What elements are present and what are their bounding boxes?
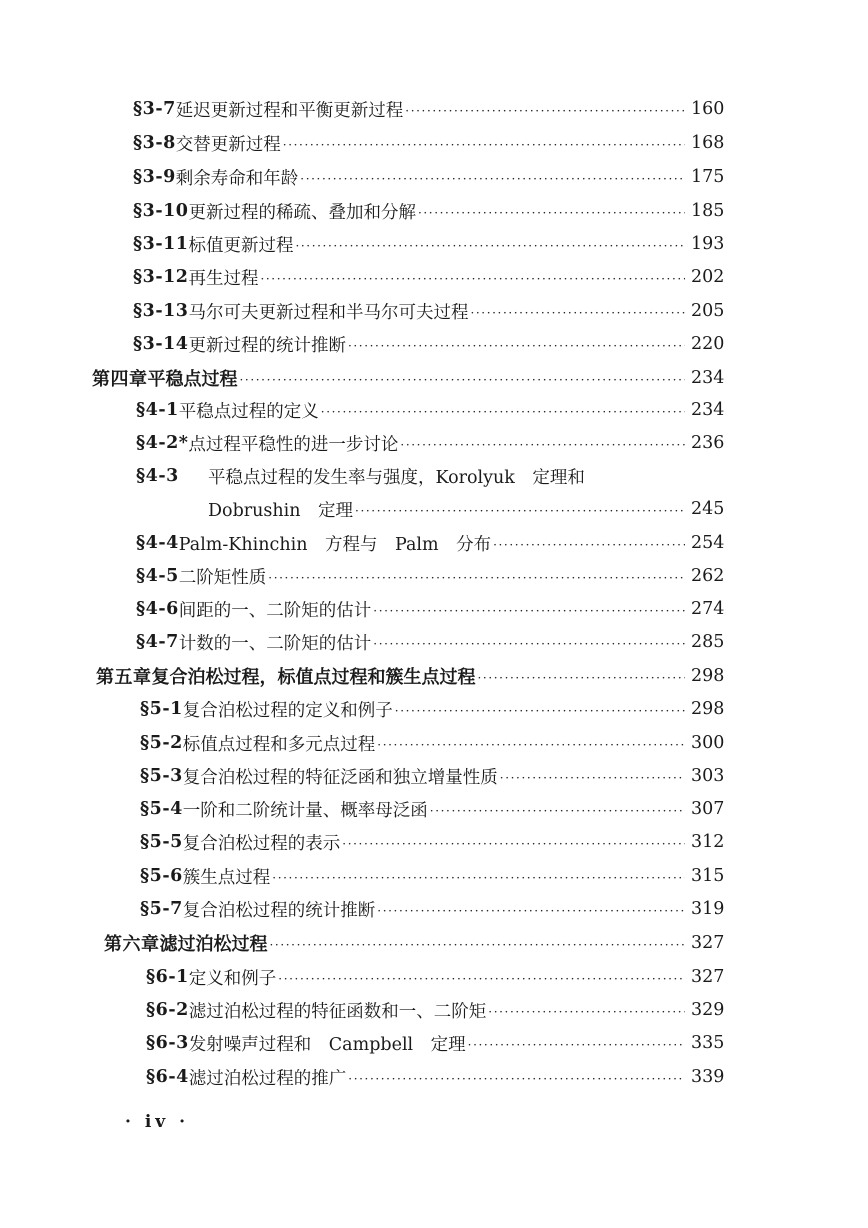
chapter-title: 复合泊松过程，标值点过程和簇生点过程 — [151, 667, 476, 688]
page-number: 193 — [691, 234, 725, 254]
leader-dots — [270, 938, 686, 952]
toc-entry — [146, 995, 733, 1025]
entry-title: 平稳点过程的定义 — [178, 401, 319, 422]
leader-dots — [470, 306, 685, 320]
leader-dots — [395, 704, 685, 718]
page-number: 160 — [691, 99, 725, 119]
section-number: §3-10 — [133, 201, 189, 221]
toc-entry — [133, 94, 733, 124]
section-number: §3-7 — [133, 99, 176, 119]
leader-dots — [283, 138, 685, 152]
toc-entry — [140, 761, 733, 791]
toc-entry — [140, 861, 733, 891]
section-number: §4-2* — [136, 433, 189, 453]
toc-entry — [133, 162, 733, 192]
entry-title: 滤过泊松过程的特征函数和一、二阶矩 — [188, 1001, 487, 1022]
entry-title: 复合泊松过程的表示 — [182, 833, 341, 854]
page-number: 220 — [691, 334, 725, 354]
toc-chapter — [104, 928, 733, 958]
entry-title: 簇生点过程 — [182, 867, 271, 888]
page-number: 327 — [691, 967, 725, 987]
entry-title: 滤过泊松过程的推广 — [188, 1068, 347, 1089]
toc-entry — [136, 561, 733, 591]
page-number: 274 — [691, 599, 725, 619]
toc-entry — [133, 329, 733, 359]
section-number: §4-3 — [136, 466, 179, 486]
entry-title: 一阶和二阶统计量、概率母泛函 — [182, 800, 428, 821]
page-number: 202 — [691, 267, 725, 287]
toc-entry — [136, 627, 733, 657]
page-number: 300 — [691, 733, 725, 753]
leader-dots — [405, 104, 685, 118]
page-number: 205 — [691, 301, 725, 321]
toc-entry — [146, 1028, 733, 1058]
chapter-number: 第四章 — [92, 369, 148, 390]
page-number: 262 — [691, 566, 725, 586]
section-number: §5-6 — [140, 866, 183, 886]
toc-entry — [136, 428, 733, 458]
toc-entry — [133, 196, 733, 226]
page-number: 303 — [691, 766, 725, 786]
section-number: §5-5 — [140, 832, 183, 852]
leader-dots — [355, 504, 685, 518]
leader-dots — [268, 571, 685, 585]
toc-chapter — [96, 661, 733, 691]
leader-dots — [373, 604, 685, 618]
leader-dots — [400, 438, 685, 452]
section-number: §3-14 — [133, 334, 189, 354]
leader-dots — [373, 637, 685, 651]
page-number: 315 — [691, 866, 725, 886]
leader-dots — [478, 671, 686, 685]
section-number: §3-8 — [133, 133, 176, 153]
toc-entry — [140, 827, 733, 857]
section-number: §5-1 — [140, 699, 183, 719]
entry-title: 复合泊松过程的统计推断 — [182, 900, 376, 921]
section-number: §6-1 — [146, 967, 189, 987]
leader-dots — [488, 1005, 685, 1019]
leader-dots — [418, 206, 685, 220]
toc-entry-continuation — [208, 494, 733, 524]
entry-title: 点过程平稳性的进一步讨论 — [188, 434, 399, 455]
toc-chapter — [92, 363, 733, 393]
section-number: §4-1 — [136, 400, 179, 420]
leader-dots — [260, 272, 685, 286]
page-number: 312 — [691, 832, 725, 852]
chapter-title: 平稳点过程 — [147, 369, 238, 390]
page-number: 245 — [691, 499, 725, 519]
page-number: 254 — [691, 533, 725, 553]
leader-dots — [272, 871, 685, 885]
toc-entry — [146, 1062, 733, 1092]
entry-title: Palm-Khinchin 方程与 Palm 分布 — [178, 534, 492, 555]
toc-entry — [133, 229, 733, 259]
page-number: 298 — [691, 666, 725, 686]
leader-dots — [295, 239, 685, 253]
section-number: §4-6 — [136, 599, 179, 619]
entry-title: 马尔可夫更新过程和半马尔可夫过程 — [188, 302, 469, 323]
entry-title: 二阶矩性质 — [178, 567, 267, 588]
section-number: §4-5 — [136, 566, 179, 586]
chapter-number: 第六章 — [104, 934, 160, 955]
page-number: 175 — [691, 167, 725, 187]
entry-title: 发射噪声过程和 Campbell 定理 — [188, 1034, 466, 1055]
toc-entry — [146, 962, 733, 992]
leader-dots — [377, 904, 685, 918]
page-number: 168 — [691, 133, 725, 153]
leader-dots — [493, 538, 685, 552]
section-number: §4-7 — [136, 632, 179, 652]
page-number: 236 — [691, 433, 725, 453]
leader-dots — [342, 837, 685, 851]
entry-title: 交替更新过程 — [175, 134, 281, 155]
entry-title: 间距的一、二阶矩的估计 — [178, 600, 372, 621]
page-number: 327 — [691, 933, 725, 953]
toc-entry — [140, 694, 733, 724]
toc-entry — [136, 594, 733, 624]
leader-dots — [377, 738, 685, 752]
leader-dots — [321, 405, 685, 419]
page-number: 307 — [691, 799, 725, 819]
entry-title: 延迟更新过程和平衡更新过程 — [175, 100, 404, 121]
entry-title: 复合泊松过程的定义和例子 — [182, 700, 393, 721]
section-number: §6-3 — [146, 1033, 189, 1053]
entry-title: 再生过程 — [188, 268, 259, 289]
section-number: §3-13 — [133, 301, 189, 321]
section-number: §5-2 — [140, 733, 183, 753]
entry-title: 计数的一、二阶矩的估计 — [178, 633, 372, 654]
chapter-number: 第五章 — [96, 667, 152, 688]
section-number: §4-4 — [136, 533, 179, 553]
chapter-title: 滤过泊松过程 — [159, 934, 268, 955]
section-number: §6-2 — [146, 1000, 189, 1020]
entry-title: 更新过程的稀疏、叠加和分解 — [188, 202, 416, 223]
toc-entry — [136, 395, 733, 425]
leader-dots — [348, 1072, 685, 1086]
leader-dots — [300, 172, 685, 186]
section-number: §6-4 — [146, 1067, 189, 1087]
section-number: §5-3 — [140, 766, 183, 786]
leader-dots — [348, 339, 685, 353]
leader-dots — [278, 972, 685, 986]
page-number: 185 — [691, 201, 725, 221]
page-number: 335 — [691, 1033, 725, 1053]
section-number: §5-7 — [140, 899, 183, 919]
entry-title: 更新过程的统计推断 — [188, 335, 346, 356]
page-number: 319 — [691, 899, 725, 919]
toc-entry — [136, 461, 733, 491]
page-footer-number: · iv · — [125, 1112, 190, 1132]
page-number: 339 — [691, 1067, 725, 1087]
leader-dots — [468, 1038, 685, 1052]
entry-title: 平稳点过程的发生率与强度，Korolyuk 定理和 — [208, 467, 585, 488]
toc-entry — [140, 894, 733, 924]
page-number: 234 — [691, 368, 725, 388]
entry-title: 定义和例子 — [188, 968, 277, 989]
toc-entry — [136, 528, 733, 558]
entry-title: 剩余寿命和年龄 — [175, 168, 299, 189]
page-number: 285 — [691, 632, 725, 652]
page-number: 298 — [691, 699, 725, 719]
toc-entry — [133, 262, 733, 292]
toc-entry — [140, 794, 733, 824]
entry-title: 复合泊松过程的特征泛函和独立增量性质 — [182, 767, 498, 788]
leader-dots — [240, 373, 686, 387]
section-number: §3-11 — [133, 234, 189, 254]
page-number: 234 — [691, 400, 725, 420]
section-number: §5-4 — [140, 799, 183, 819]
page-number: 329 — [691, 1000, 725, 1020]
leader-dots — [500, 771, 685, 785]
entry-title: Dobrushin 定理 — [208, 500, 354, 521]
entry-title: 标值点过程和多元点过程 — [182, 734, 376, 755]
entry-title: 标值更新过程 — [188, 235, 294, 256]
section-number: §3-9 — [133, 167, 176, 187]
leader-dots — [430, 804, 685, 818]
toc-entry — [140, 728, 733, 758]
toc-entry — [133, 128, 733, 158]
section-number: §3-12 — [133, 267, 189, 287]
toc-entry — [133, 296, 733, 326]
